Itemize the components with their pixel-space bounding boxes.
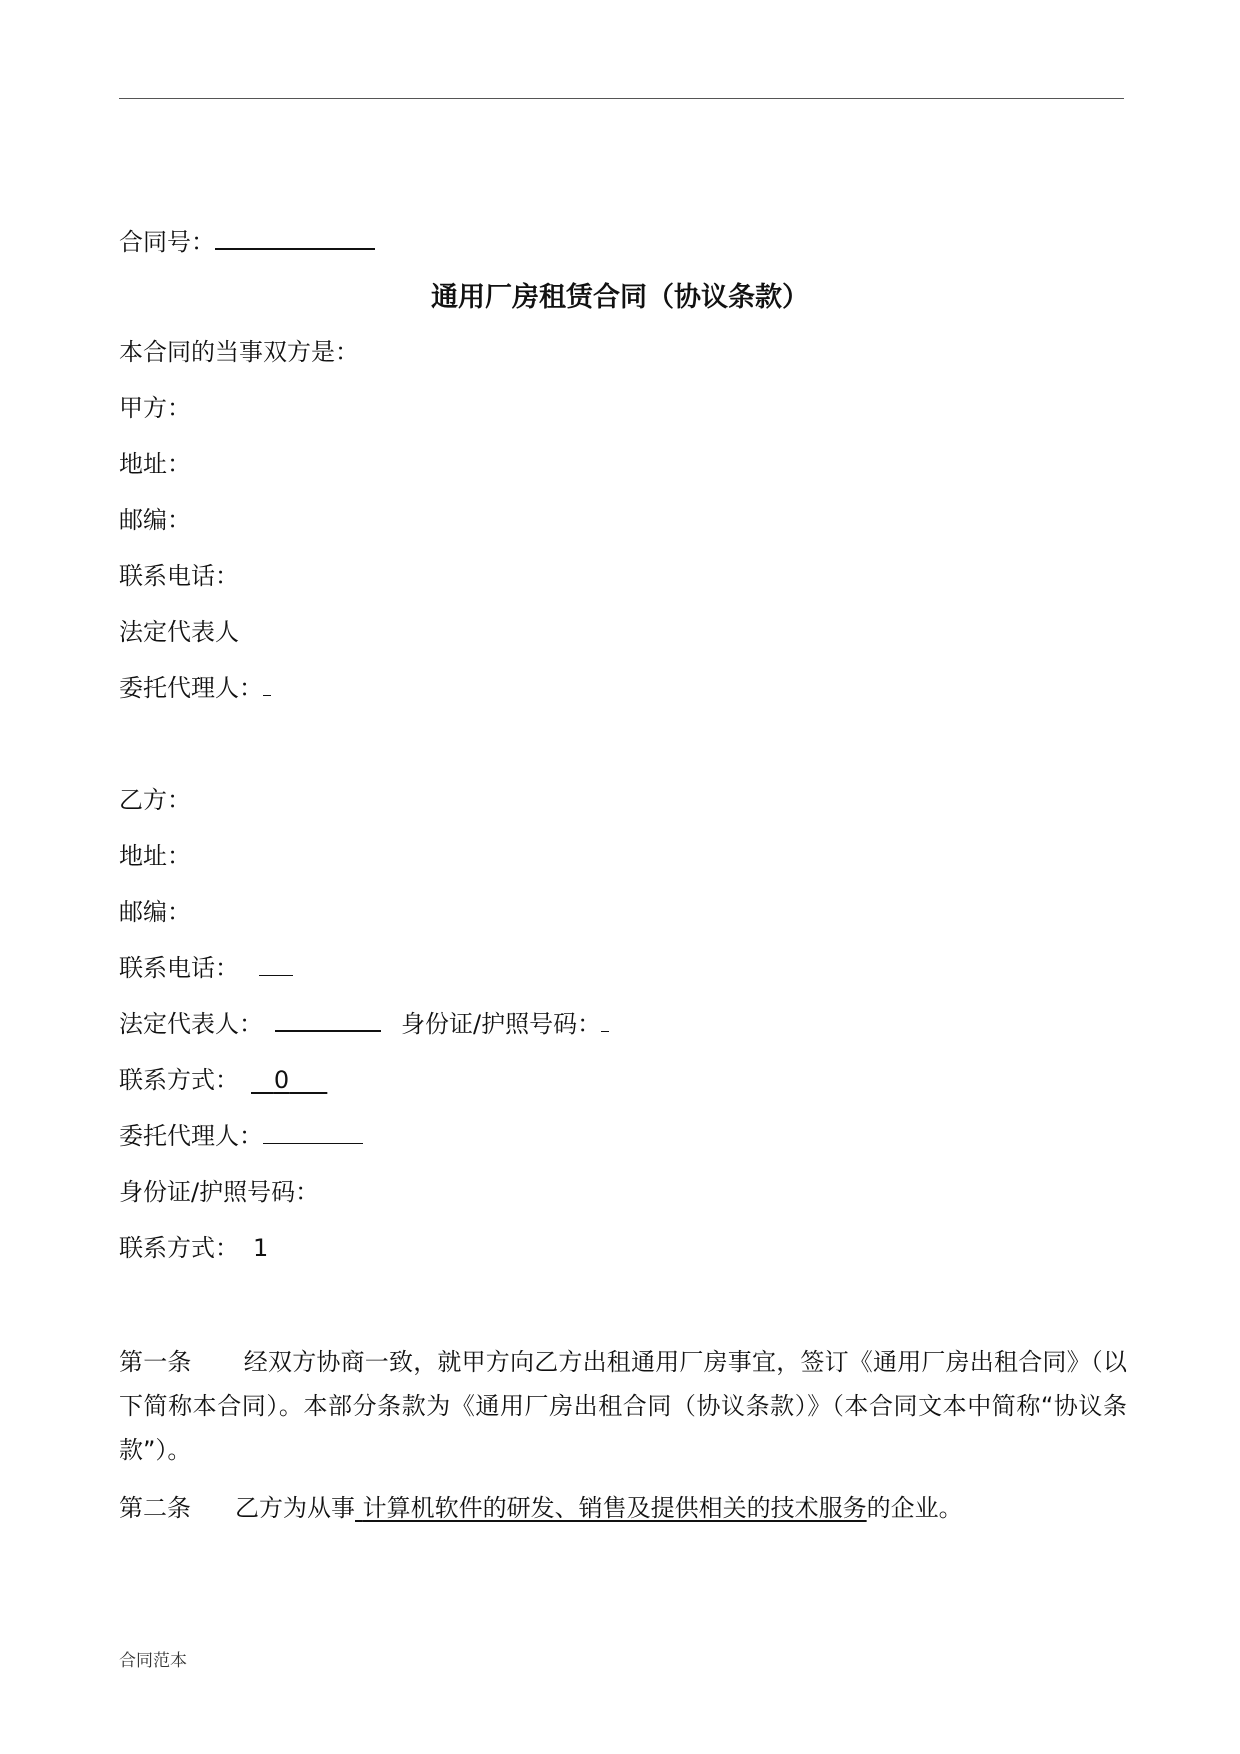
article-2 xyxy=(119,1486,1127,1530)
party-b-agent-line xyxy=(119,1120,363,1152)
party-b-agent-id: 身份证/护照号码： xyxy=(119,1178,320,1206)
party-b-label: 乙方： xyxy=(119,786,191,814)
article-1-text: 经双方协商一致，就甲方向乙方出租通用厂房事宜，签订《通用厂房出租合同》（以下简称本合同）。本部分条款为《通用厂房出租合同（协议条款）》（本合同文本中简称“协议条款”）。 xyxy=(119,1348,1128,1464)
contract-number-line xyxy=(119,226,375,258)
party-b-legal-rep-line xyxy=(119,1008,609,1040)
party-b-contact-value: 0 xyxy=(273,1066,290,1094)
party-b-legal-rep: 法定代表人： xyxy=(119,1010,263,1038)
party-b-contact-line xyxy=(119,1064,327,1096)
party-b-agent: 委托代理人： xyxy=(119,1122,263,1150)
article-1 xyxy=(119,1340,1127,1472)
article-2-business: 计算机软件的研发、销售及提供相关的技术服务 xyxy=(362,1494,867,1522)
party-a-agent-line xyxy=(119,672,271,704)
contract-number-label: 合同号： xyxy=(119,228,215,256)
party-b-agent-contact-value: 1 xyxy=(253,1234,269,1262)
party-b-id-blank xyxy=(601,1009,609,1032)
party-b-address: 地址： xyxy=(119,842,191,870)
document-title: 通用厂房租赁合同（协议条款） xyxy=(431,282,809,313)
party-b-agent-contact-line xyxy=(119,1232,268,1264)
party-a-phone: 联系电话： xyxy=(119,562,239,590)
party-a-postcode: 邮编： xyxy=(119,506,191,534)
article-1-label: 第一条 xyxy=(119,1348,192,1376)
article-2-label: 第二条 xyxy=(119,1494,191,1522)
party-a-agent-blank xyxy=(263,673,271,696)
party-b-contact: 联系方式： xyxy=(119,1066,239,1094)
party-b-agent-blank xyxy=(263,1121,363,1144)
header-rule xyxy=(119,98,1124,99)
party-b-postcode: 邮编： xyxy=(119,898,191,926)
party-a-legal-rep: 法定代表人 xyxy=(119,618,239,646)
party-a-address: 地址： xyxy=(119,450,191,478)
contract-number-blank xyxy=(215,226,375,250)
party-a-label: 甲方： xyxy=(119,394,191,422)
party-b-phone-line xyxy=(119,952,293,984)
footer-text: 合同范本 xyxy=(119,1651,187,1671)
party-b-phone: 联系电话： xyxy=(119,954,239,982)
party-b-legal-rep-blank xyxy=(275,1008,381,1032)
party-b-agent-contact: 联系方式： xyxy=(119,1234,239,1262)
party-b-phone-blank xyxy=(259,953,293,976)
article-2-prefix: 乙方为从事 xyxy=(235,1494,355,1522)
intro-text: 本合同的当事双方是： xyxy=(119,338,359,366)
party-a-agent: 委托代理人： xyxy=(119,674,263,702)
article-2-suffix: 的企业。 xyxy=(866,1494,963,1522)
party-b-id-label: 身份证/护照号码： xyxy=(401,1010,602,1038)
